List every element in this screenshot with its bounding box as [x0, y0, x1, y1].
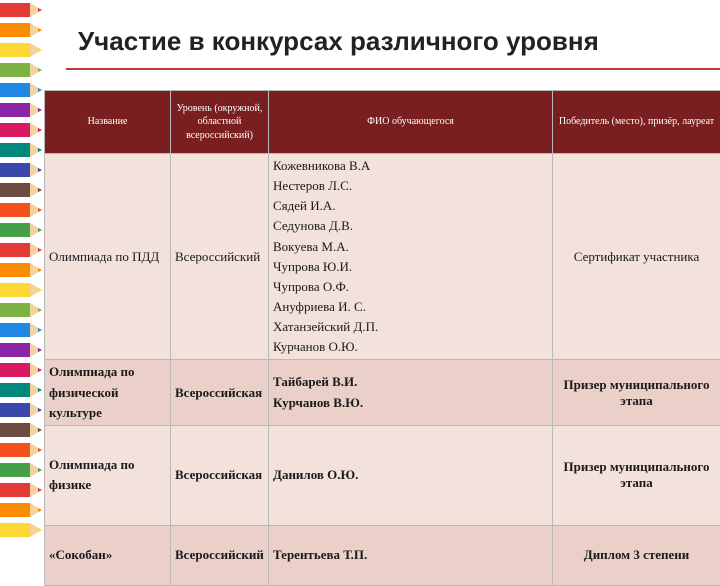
pencil-body: [0, 323, 30, 337]
pencil-lead: [38, 8, 42, 12]
title-underline: [66, 68, 720, 70]
pencil-body: [0, 263, 30, 277]
student-name: Тайбарей В.И.: [273, 372, 548, 392]
competition-result: Диплом 3 степени: [553, 525, 720, 585]
student-list: [269, 360, 553, 425]
pencil-body: [0, 343, 30, 357]
pencil-body: [0, 223, 30, 237]
student-name: Кожевникова В.А: [273, 156, 548, 176]
pencil-lead: [38, 368, 42, 372]
student-list: [269, 525, 553, 585]
student-name: Курчанов О.Ю.: [273, 337, 548, 357]
student-name: Ануфриева И. С.: [273, 297, 548, 317]
competition-name: Олимпиада по ПДД: [45, 154, 171, 360]
pencil-body: [0, 363, 30, 377]
pencil-body: [0, 403, 30, 417]
level-text: Всероссийский: [175, 547, 264, 562]
competition-result: Сертификат участника: [553, 154, 720, 360]
pencil-lead: [38, 268, 42, 272]
student-name: Курчанов В.Ю.: [273, 393, 548, 413]
competition-level: [171, 360, 269, 425]
student-name: Хатанзейский Д.П.: [273, 317, 548, 337]
competition-name: Олимпиада по физике: [45, 425, 171, 525]
pencil-body: [0, 423, 30, 437]
competition-result: Призер муниципального этапа: [553, 360, 720, 425]
pencil-lead: [38, 168, 42, 172]
level-text: Всероссийская: [175, 385, 262, 400]
pencil-lead: [38, 28, 42, 32]
student-list: [269, 154, 553, 360]
competition-level: [171, 525, 269, 585]
pencil-lead: [38, 388, 42, 392]
pencil-lead: [38, 128, 42, 132]
competition-result: Призер муниципального этапа: [553, 425, 720, 525]
pencil-body: [0, 383, 30, 397]
pencil-body: [0, 443, 30, 457]
pencil-body: [0, 143, 30, 157]
pencil-lead: [38, 308, 42, 312]
pencil-body: [0, 83, 30, 97]
pencil-lead: [38, 408, 42, 412]
pencil-lead: [38, 68, 42, 72]
pencil-body: [0, 503, 30, 517]
colored-pencils-decoration: [0, 0, 46, 540]
pencil-lead: [38, 448, 42, 452]
student-name: Седунова Д.В.: [273, 216, 548, 236]
level-text: Всероссийская: [175, 467, 262, 482]
pencil-lead: [38, 288, 42, 292]
pencil-body: [0, 243, 30, 257]
competitions-table: [44, 90, 720, 586]
header-level: Уровень (окружной, областной всероссийский): [171, 91, 269, 154]
student-list: [269, 425, 553, 525]
student-name: Терентьева Т.П.: [273, 545, 548, 565]
pencil-body: [0, 23, 30, 37]
student-name: Вокуева М.А.: [273, 237, 548, 257]
pencil-body: [0, 123, 30, 137]
student-name: Данилов О.Ю.: [273, 465, 548, 485]
pencil-body: [0, 163, 30, 177]
competition-name: Олимпиада по физической культуре: [45, 360, 171, 425]
pencil-lead: [38, 228, 42, 232]
pencil-lead: [38, 468, 42, 472]
competition-level: [171, 425, 269, 525]
pencil-lead: [38, 428, 42, 432]
table-header-row: [45, 91, 720, 154]
header-name: Название: [45, 91, 171, 154]
pencil-body: [0, 463, 30, 477]
competition-name: «Сокобан»: [45, 525, 171, 585]
pencil-lead: [38, 328, 42, 332]
pencil-lead: [38, 88, 42, 92]
pencil-lead: [38, 508, 42, 512]
pencil-body: [0, 3, 30, 17]
page-title: Участие в конкурсах различного уровня: [78, 26, 599, 57]
table-row: [45, 525, 720, 585]
header-result: Победитель (место), призёр, лауреат: [553, 91, 720, 154]
table-row: [45, 425, 720, 525]
pencil-body: [0, 283, 30, 297]
student-name: Чупрова Ю.И.: [273, 257, 548, 277]
level-text: Всероссийский: [175, 249, 260, 264]
pencil-body: [0, 303, 30, 317]
pencil-lead: [38, 148, 42, 152]
pencil-lead: [38, 208, 42, 212]
competition-level: [171, 154, 269, 360]
student-name: Чупрова О.Ф.: [273, 277, 548, 297]
pencil-lead: [38, 248, 42, 252]
student-name: Сядей И.А.: [273, 196, 548, 216]
pencil-lead: [38, 108, 42, 112]
header-students: ФИО обучающегося: [269, 91, 553, 154]
pencil-body: [0, 203, 30, 217]
pencil-lead: [38, 348, 42, 352]
pencil-body: [0, 483, 30, 497]
pencil-body: [0, 523, 30, 537]
student-name: Нестеров Л.С.: [273, 176, 548, 196]
pencil-body: [0, 103, 30, 117]
table-row: [45, 360, 720, 425]
pencil-body: [0, 43, 30, 57]
pencil-lead: [38, 48, 42, 52]
pencil-body: [0, 183, 30, 197]
pencil-body: [0, 63, 30, 77]
pencil-lead: [38, 188, 42, 192]
pencil-lead: [38, 528, 42, 532]
pencil-lead: [38, 488, 42, 492]
table-row: [45, 154, 720, 360]
